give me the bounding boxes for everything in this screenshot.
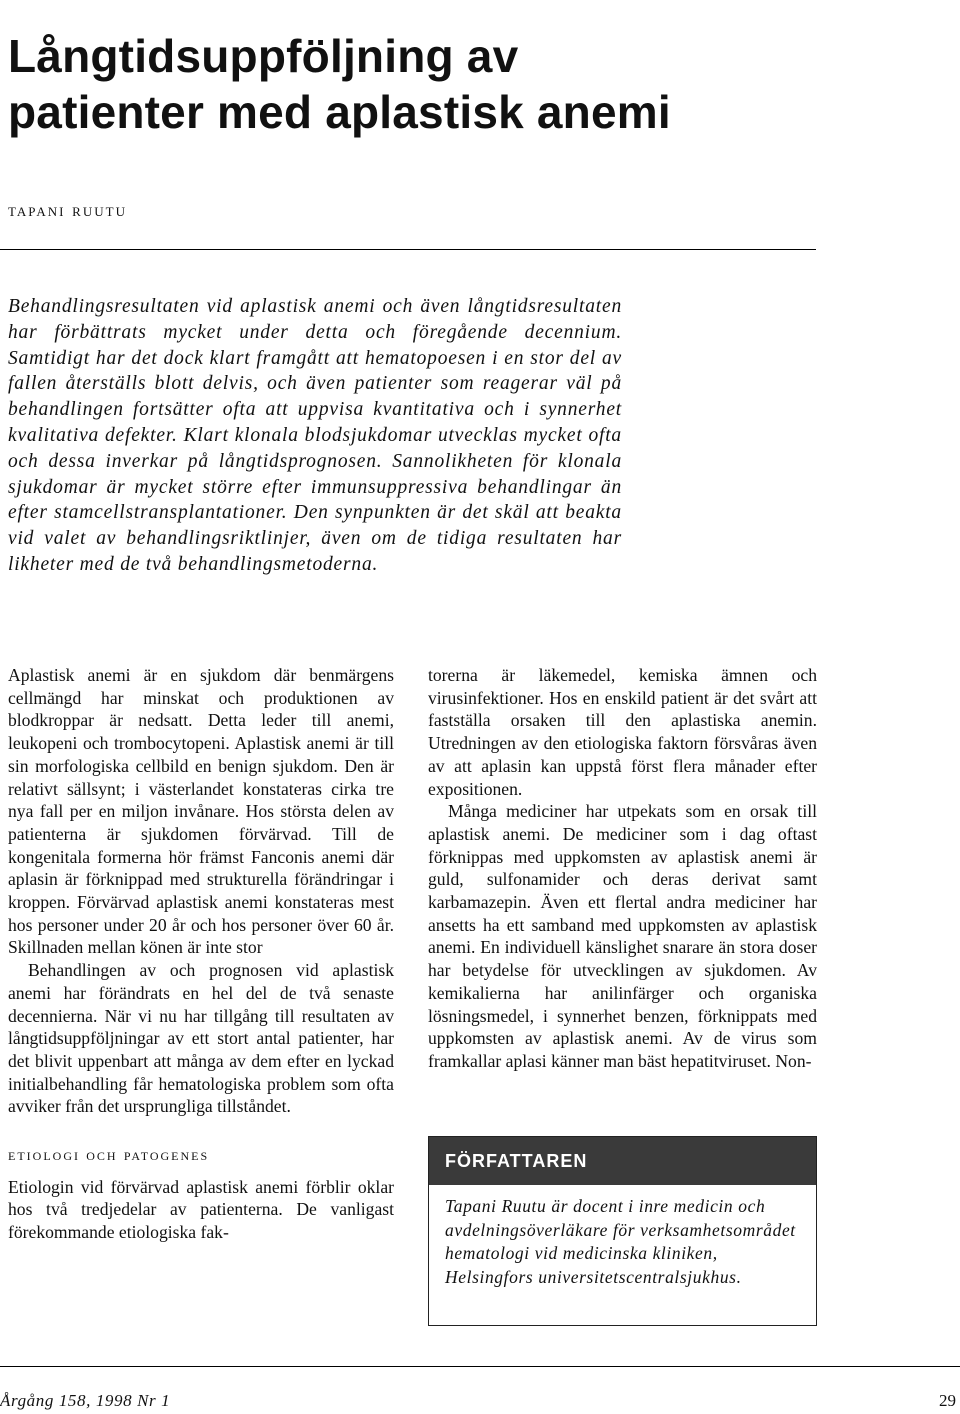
abstract: Behandlingsresultaten vid aplastisk anemi och även långtidsresultaten har förbättrats mycket under detta och föregående decennium. Samtidigt har det dock klart framgått att hematopoesen i en stor del av fallen återställs blott delvis, och även patienter som reagerar väl på behandlingen fortsätter ofta att uppvisa kvantitativa och i synnerhet kvalitativa defekter. Klart klonala blodsjukdomar utvecklas mycket ofta och dessa inverkar på långtidsprognosen. Sannolikheten för klonala sjukdomar är mycket större efter immunsuppressiva behandlingar än efter stamcellstransplantationer. Den synpunkten är det skäl att beakta vid valet av behandlingsriktlinjer, även om de tidiga resultaten har likheter med de två behandlingsmetoderna.: [8, 296, 622, 575]
body-paragraph: Många mediciner har utpekats som en orsak till aplastisk anemi. De mediciner som i dag oftast förknippas med uppkomsten av aplastisk anemi är guld, sulfonamider och deras derivat samt karbamazepin. Även ett flertal andra mediciner har ansetts ha ett samband med uppkomsten av aplastisk anemi. En individuell känslighet snarare än stora doser har betydelse för utvecklingen av sjukdomen. Av kemikalierna har anilinfärger och organiska lösningsmedel, i synnerhet benzen, förknippats med uppkomsten av aplastisk anemi. Av de virus som framkallar aplasi känner man bäst hepatitviruset. Non-: [428, 801, 817, 1071]
body-paragraph: Aplastisk anemi är en sjukdom där benmärgens cellmängd har minskat och produktionen av blodkroppar är nedsatt. Detta leder till anemi, leukopeni och trombocytopeni. Aplastisk anemi är till sin morfologiska cellbild en benign sjukdom. Den är relativt sällsynt; i västerlandet konstateras cirka tre nya fall per en miljon invånare. Hos största delen av patienterna är sjukdomen förvärvad. Till de kongenitala formerna hör främst Fanconis anemi där aplasin är förknippad med strukturella förändringar i kroppen. Förvärvad aplastisk anemi konstateras mest hos personer under 20 år och hos personer över 60 år. Skillnaden mellan könen är inte stor: [8, 665, 394, 958]
body-paragraph: Behandlingen av och prognosen vid aplastisk anemi har förändrats en hel del de två senaste decennierna. När vi nu har tillgång till resultaten av långtidsuppföljningar av ett stort antal patienter, har det blivit uppenbart att många av dem efter en lyckad initialbehandling får hematologiska problem som ofta avviker från det ursprungliga tillståndet.: [8, 960, 394, 1117]
page-number: 29: [939, 1391, 956, 1410]
left-column: [8, 664, 394, 1244]
header-divider: [0, 249, 816, 250]
journal-issue: Årgång 158, 1998 Nr 1: [0, 1391, 171, 1410]
article-title: [8, 28, 908, 140]
footer-divider: [0, 1366, 960, 1367]
section-heading: etiologi och patogenes: [8, 1145, 210, 1165]
author-byline: tapani ruutu: [8, 200, 127, 221]
article-title-line-1: Långtidsuppföljning av: [8, 30, 519, 82]
author-info-text: Tapani Ruutu är docent i inre medicin och avdelningsöverläkare för verksamhetsområdet hematologi vid medicinska kliniken, Helsingfors universitetscentralsjukhus.: [445, 1196, 796, 1287]
body-paragraph: torerna är läkemedel, kemiska ämnen och virusinfektioner. Hos en enskild patient är det svårt att fastställa orsaken till den aplastiska anemin. Utredningen av den etiologiska faktorn försvåras även av att aplasin kan uppstå först flera månader efter expositionen.: [428, 665, 817, 799]
author-info-heading: FÖRFATTAREN: [429, 1137, 816, 1185]
article-title-line-2: patienter med aplastisk anemi: [8, 86, 671, 138]
right-column: [428, 664, 817, 1073]
body-paragraph: Etiologin vid förvärvad aplastisk anemi förblir oklar hos två tredjedelar av patienterna. De vanligast förekommande etiologiska fak-: [8, 1176, 394, 1243]
author-info-box: [428, 1136, 817, 1326]
